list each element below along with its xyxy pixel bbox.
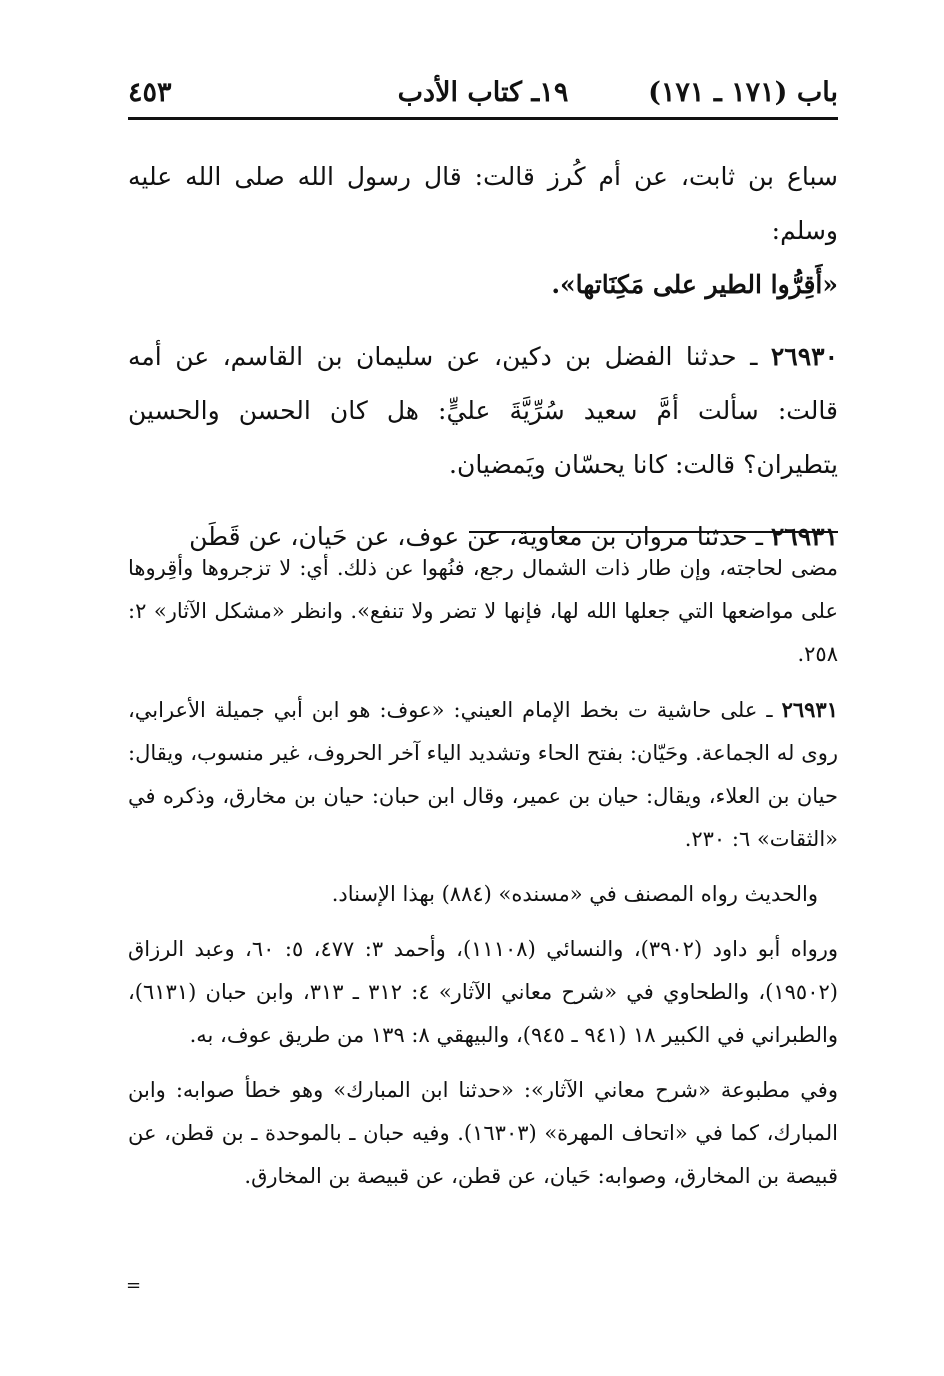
footnote-3-text: والحديث رواه المصنف في «مسنده» (٨٨٤) بهذا الإسناد. [331, 882, 818, 906]
page-header [128, 70, 838, 118]
footnotes [128, 547, 838, 1198]
footnote-1 [128, 547, 838, 676]
footnote-1-text: مضى لحاجته، وإن طار ذات الشمال رجع، فنُهوا عن ذلك. أي: لا تزجروها وأقِروها على مواضعها التي جعلها الله لها، فإنها لا تضر ولا تنفع». وانظر «مشكل الآثار» ٢: ٢٥٨. [128, 556, 838, 666]
hadith-text-26930: ـ حدثنا الفضل بن دكين، عن سليمان بن القاسم، عن أمه قالت: سألت أمَّ سعيد سُرِّيَّةَ عليٍّ: هل كان الحسن والحسين يتطيران؟ قالت: كانا يحسّان ويَمضيان. [128, 342, 838, 479]
header-rule [128, 117, 838, 120]
page-mark: = [126, 1275, 142, 1296]
footnote-2-number: ٢٦٩٣١ [781, 697, 838, 722]
footnote-5 [128, 1069, 838, 1198]
hadith-text-26931: ـ حدثنا مروان بن معاوية، عن عوف، عن حَيان، عن قَطَن [189, 522, 771, 551]
chapter-heading: باب (١٧١ ـ ١٧١) [648, 77, 838, 108]
page-number: ٤٥٣ [128, 77, 172, 108]
hadith-number-26931: ٢٦٩٣١ [770, 522, 838, 551]
book-title: ١٩ـ كتاب الأدب [397, 77, 569, 108]
footnote-4-text: ورواه أبو داود (٣٩٠٢)، والنسائي (١١١٠٨)، وأحمد ٣: ٤٧٧، ٥: ٦٠، وعبد الرزاق (١٩٥٠٢)، والطحاوي في «شرح معاني الآثار» ٤: ٣١٢ ـ ٣١٣، وابن حبان (٦١٣١)، والطبراني في الكبير ١٨ (٩٤١ ـ ٩٤٥)، والبيهقي ٨: ١٣٩ من طريق عوف، به. [128, 937, 839, 1047]
footnote-divider [469, 531, 838, 533]
main-paragraph-1 [128, 150, 838, 312]
hadith-number-26930: ٢٦٩٣٠ [770, 342, 838, 371]
main-paragraph-1-quote: «أَقِرُّوا الطير على مَكِنَاتها». [551, 270, 838, 299]
footnote-5-text: وفي مطبوعة «شرح معاني الآثار»: «حدثنا ابن المبارك» وهو خطأ صوابه: وابن المبارك، كما في «اتحاف المهرة» (١٦٣٠٣). وفيه حبان ـ بالموحدة ـ بن قطن، عن قبيصة بن المخارق، وصوابه: حَيان، عن قطن، عن قبيصة بن المخارق. [128, 1078, 838, 1188]
footnote-3 [128, 873, 838, 916]
footnote-2 [128, 688, 838, 861]
main-text [128, 150, 838, 564]
footnote-2-text: ـ على حاشية ت بخط الإمام العيني: «عوف: هو ابن أبي جميلة الأعرابي، روى له الجماعة. وحَيّان: بفتح الحاء وتشديد الياء آخر الحروف، غير منسوب، ويقال: حيان بن العلاء، ويقال: حيان بن عمير، وقال ابن حبان: حيان بن مخارق، وذكره في «الثقات» ٦: ٢٣٠. [128, 698, 838, 851]
main-paragraph-1-text: سباع بن ثابت، عن أم كُرز قالت: قال رسول الله صلى الله عليه وسلم: [128, 162, 838, 245]
hadith-26930 [128, 330, 838, 492]
footnote-4 [128, 928, 838, 1057]
